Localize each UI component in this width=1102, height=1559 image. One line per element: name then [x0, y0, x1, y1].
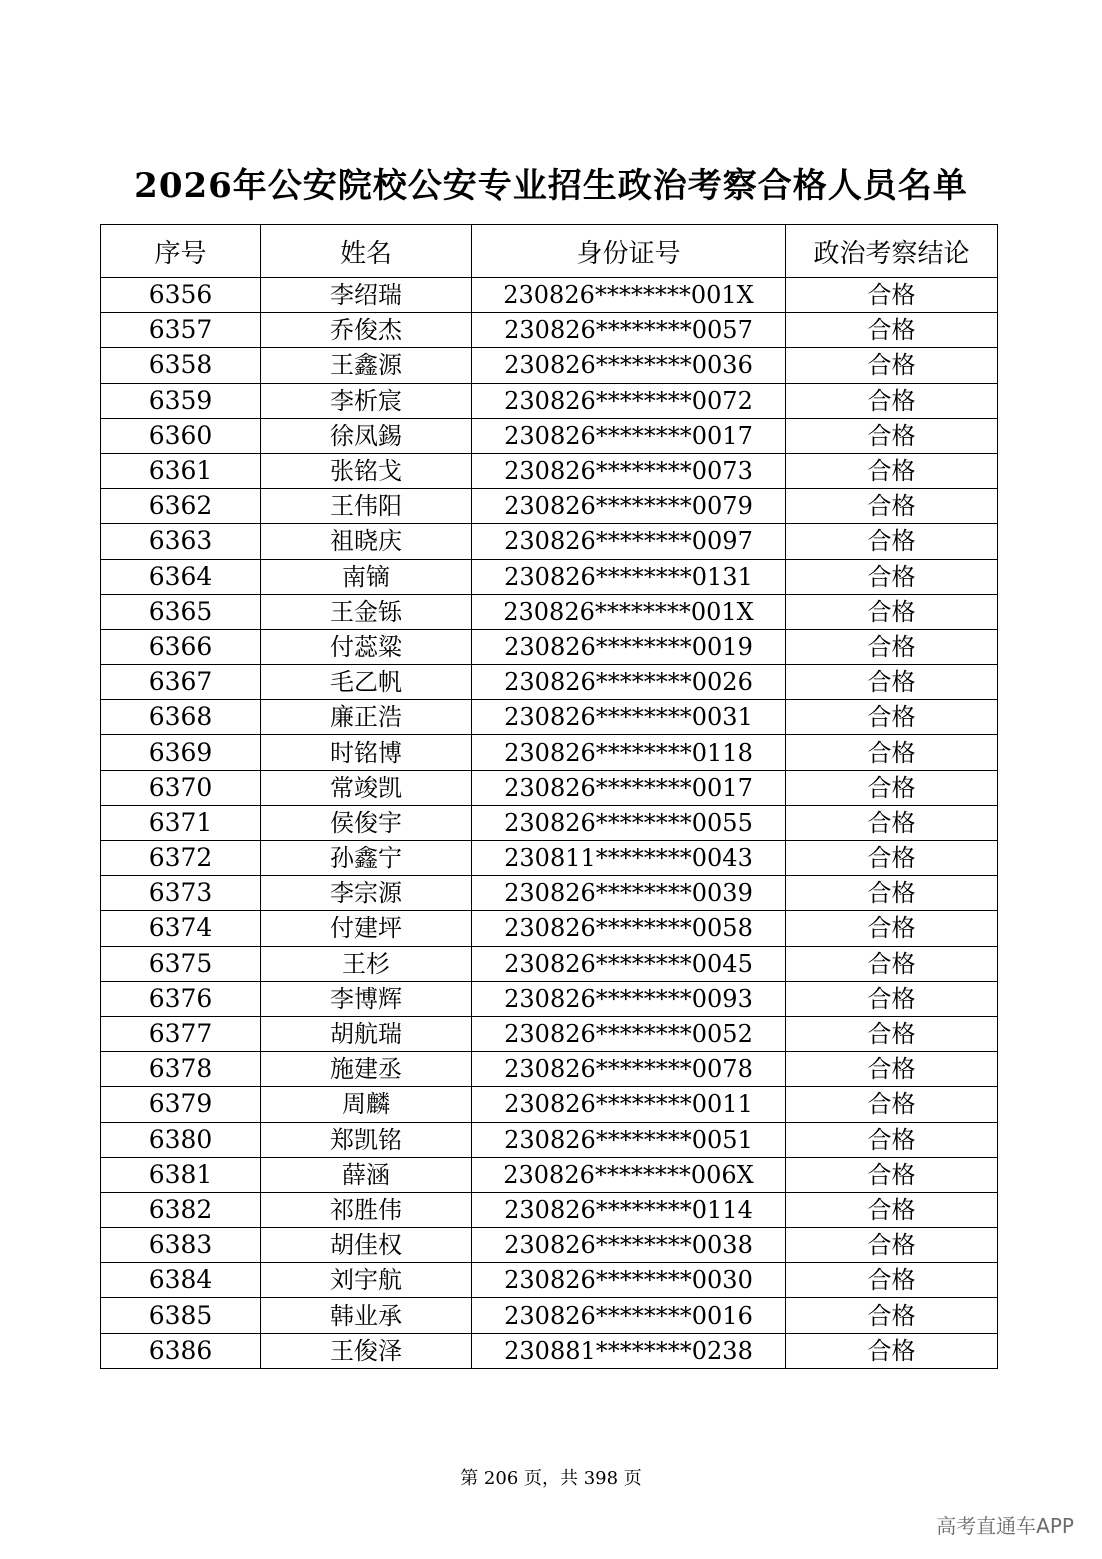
- table-row: [101, 876, 998, 911]
- serial-cell: 6376: [101, 981, 261, 1016]
- id-cell: 230826********0036: [472, 348, 786, 383]
- result-cell: 合格: [786, 1016, 998, 1051]
- table-body: [101, 278, 998, 1369]
- table-row: [101, 453, 998, 488]
- serial-cell: 6381: [101, 1157, 261, 1192]
- id-cell: 230826********0131: [472, 559, 786, 594]
- id-cell: 230826********006X: [472, 1157, 786, 1192]
- name-cell: 乔俊杰: [261, 313, 472, 348]
- serial-cell: 6362: [101, 489, 261, 524]
- result-cell: 合格: [786, 559, 998, 594]
- table-row: [101, 383, 998, 418]
- serial-cell: 6386: [101, 1333, 261, 1368]
- result-cell: 合格: [786, 383, 998, 418]
- serial-cell: 6358: [101, 348, 261, 383]
- name-cell: 郑凯铭: [261, 1122, 472, 1157]
- table-row: [101, 841, 998, 876]
- name-cell: 徐凤錫: [261, 418, 472, 453]
- name-cell: 周麟: [261, 1087, 472, 1122]
- result-cell: 合格: [786, 665, 998, 700]
- result-cell: 合格: [786, 735, 998, 770]
- id-cell: 230826********0017: [472, 418, 786, 453]
- name-cell: 王伟阳: [261, 489, 472, 524]
- table-row: [101, 1263, 998, 1298]
- table-row: [101, 1087, 998, 1122]
- serial-cell: 6373: [101, 876, 261, 911]
- id-cell: 230826********0016: [472, 1298, 786, 1333]
- name-cell: 李绍瑞: [261, 278, 472, 313]
- result-cell: 合格: [786, 946, 998, 981]
- id-cell: 230826********0017: [472, 770, 786, 805]
- table-row: [101, 418, 998, 453]
- serial-cell: 6369: [101, 735, 261, 770]
- name-cell: 薛涵: [261, 1157, 472, 1192]
- table-row: [101, 278, 998, 313]
- name-cell: 李宗源: [261, 876, 472, 911]
- id-cell: 230826********0045: [472, 946, 786, 981]
- result-cell: 合格: [786, 1087, 998, 1122]
- roster-table: [100, 224, 998, 1369]
- result-cell: 合格: [786, 524, 998, 559]
- serial-cell: 6384: [101, 1263, 261, 1298]
- name-cell: 王金铄: [261, 594, 472, 629]
- serial-cell: 6371: [101, 805, 261, 840]
- result-cell: 合格: [786, 841, 998, 876]
- name-cell: 廉正浩: [261, 700, 472, 735]
- id-cell: 230826********0072: [472, 383, 786, 418]
- result-cell: 合格: [786, 805, 998, 840]
- result-cell: 合格: [786, 1263, 998, 1298]
- table-row: [101, 313, 998, 348]
- result-cell: 合格: [786, 418, 998, 453]
- result-cell: 合格: [786, 313, 998, 348]
- id-cell: 230826********0055: [472, 805, 786, 840]
- header-name: 姓名: [261, 225, 472, 278]
- name-cell: 时铭博: [261, 735, 472, 770]
- name-cell: 胡佳权: [261, 1228, 472, 1263]
- page-title: 2026年公安院校公安专业招生政治考察合格人员名单: [134, 166, 968, 206]
- id-cell: 230826********001X: [472, 594, 786, 629]
- table-row: [101, 559, 998, 594]
- serial-cell: 6379: [101, 1087, 261, 1122]
- serial-cell: 6367: [101, 665, 261, 700]
- result-cell: 合格: [786, 594, 998, 629]
- table-row: [101, 981, 998, 1016]
- name-cell: 胡航瑞: [261, 1016, 472, 1051]
- name-cell: 常竣凯: [261, 770, 472, 805]
- id-cell: 230826********0079: [472, 489, 786, 524]
- result-cell: 合格: [786, 453, 998, 488]
- serial-cell: 6361: [101, 453, 261, 488]
- id-cell: 230826********0078: [472, 1052, 786, 1087]
- result-cell: 合格: [786, 1192, 998, 1227]
- header-id-number: 身份证号: [472, 225, 786, 278]
- id-cell: 230826********0118: [472, 735, 786, 770]
- serial-cell: 6370: [101, 770, 261, 805]
- id-cell: 230826********0114: [472, 1192, 786, 1227]
- table-row: [101, 946, 998, 981]
- result-cell: 合格: [786, 1157, 998, 1192]
- name-cell: 王鑫源: [261, 348, 472, 383]
- table-row: [101, 524, 998, 559]
- result-cell: 合格: [786, 1228, 998, 1263]
- id-cell: 230826********0052: [472, 1016, 786, 1051]
- table-row: [101, 1333, 998, 1368]
- page-number: 第 206 页，共 398 页: [460, 1468, 642, 1489]
- result-cell: 合格: [786, 981, 998, 1016]
- serial-cell: 6383: [101, 1228, 261, 1263]
- serial-cell: 6385: [101, 1298, 261, 1333]
- table-row: [101, 348, 998, 383]
- table-row: [101, 911, 998, 946]
- id-cell: 230826********0097: [472, 524, 786, 559]
- result-cell: 合格: [786, 1298, 998, 1333]
- serial-cell: 6364: [101, 559, 261, 594]
- id-cell: 230881********0238: [472, 1333, 786, 1368]
- result-cell: 合格: [786, 278, 998, 313]
- serial-cell: 6357: [101, 313, 261, 348]
- table-row: [101, 1122, 998, 1157]
- table-row: [101, 629, 998, 664]
- result-cell: 合格: [786, 348, 998, 383]
- serial-cell: 6368: [101, 700, 261, 735]
- id-cell: 230826********0039: [472, 876, 786, 911]
- table-row: [101, 1228, 998, 1263]
- table-row: [101, 1016, 998, 1051]
- id-cell: 230826********0093: [472, 981, 786, 1016]
- table-row: [101, 805, 998, 840]
- name-cell: 王杉: [261, 946, 472, 981]
- id-cell: 230826********0011: [472, 1087, 786, 1122]
- table-row: [101, 1192, 998, 1227]
- name-cell: 毛乙帆: [261, 665, 472, 700]
- table-row: [101, 1298, 998, 1333]
- serial-cell: 6356: [101, 278, 261, 313]
- name-cell: 付蕊粱: [261, 629, 472, 664]
- name-cell: 刘宇航: [261, 1263, 472, 1298]
- id-cell: 230826********0057: [472, 313, 786, 348]
- serial-cell: 6378: [101, 1052, 261, 1087]
- table-row: [101, 735, 998, 770]
- watermark: 高考直通车APP: [936, 1514, 1074, 1538]
- result-cell: 合格: [786, 629, 998, 664]
- table-row: [101, 1052, 998, 1087]
- table-row: [101, 700, 998, 735]
- serial-cell: 6360: [101, 418, 261, 453]
- id-cell: 230826********0030: [472, 1263, 786, 1298]
- serial-cell: 6374: [101, 911, 261, 946]
- table-row: [101, 770, 998, 805]
- id-cell: 230811********0043: [472, 841, 786, 876]
- result-cell: 合格: [786, 770, 998, 805]
- id-cell: 230826********0051: [472, 1122, 786, 1157]
- serial-cell: 6372: [101, 841, 261, 876]
- table-row: [101, 489, 998, 524]
- table-row: [101, 1157, 998, 1192]
- serial-cell: 6366: [101, 629, 261, 664]
- name-cell: 侯俊宇: [261, 805, 472, 840]
- id-cell: 230826********001X: [472, 278, 786, 313]
- id-cell: 230826********0019: [472, 629, 786, 664]
- id-cell: 230826********0073: [472, 453, 786, 488]
- name-cell: 张铭戈: [261, 453, 472, 488]
- name-cell: 祁胜伟: [261, 1192, 472, 1227]
- result-cell: 合格: [786, 1122, 998, 1157]
- header-conclusion: 政治考察结论: [786, 225, 998, 278]
- id-cell: 230826********0058: [472, 911, 786, 946]
- header-serial: 序号: [101, 225, 261, 278]
- result-cell: 合格: [786, 1052, 998, 1087]
- result-cell: 合格: [786, 700, 998, 735]
- name-cell: 付建坪: [261, 911, 472, 946]
- name-cell: 孙鑫宁: [261, 841, 472, 876]
- name-cell: 南镝: [261, 559, 472, 594]
- serial-cell: 6365: [101, 594, 261, 629]
- result-cell: 合格: [786, 876, 998, 911]
- serial-cell: 6375: [101, 946, 261, 981]
- table-row: [101, 594, 998, 629]
- result-cell: 合格: [786, 911, 998, 946]
- result-cell: 合格: [786, 1333, 998, 1368]
- header-row: [101, 225, 998, 278]
- serial-cell: 6382: [101, 1192, 261, 1227]
- id-cell: 230826********0038: [472, 1228, 786, 1263]
- result-cell: 合格: [786, 489, 998, 524]
- name-cell: 王俊泽: [261, 1333, 472, 1368]
- id-cell: 230826********0031: [472, 700, 786, 735]
- serial-cell: 6359: [101, 383, 261, 418]
- name-cell: 李析宸: [261, 383, 472, 418]
- table-header: [101, 225, 998, 278]
- name-cell: 施建丞: [261, 1052, 472, 1087]
- table-row: [101, 665, 998, 700]
- name-cell: 祖晓庆: [261, 524, 472, 559]
- serial-cell: 6380: [101, 1122, 261, 1157]
- id-cell: 230826********0026: [472, 665, 786, 700]
- name-cell: 李博辉: [261, 981, 472, 1016]
- serial-cell: 6363: [101, 524, 261, 559]
- serial-cell: 6377: [101, 1016, 261, 1051]
- name-cell: 韩业承: [261, 1298, 472, 1333]
